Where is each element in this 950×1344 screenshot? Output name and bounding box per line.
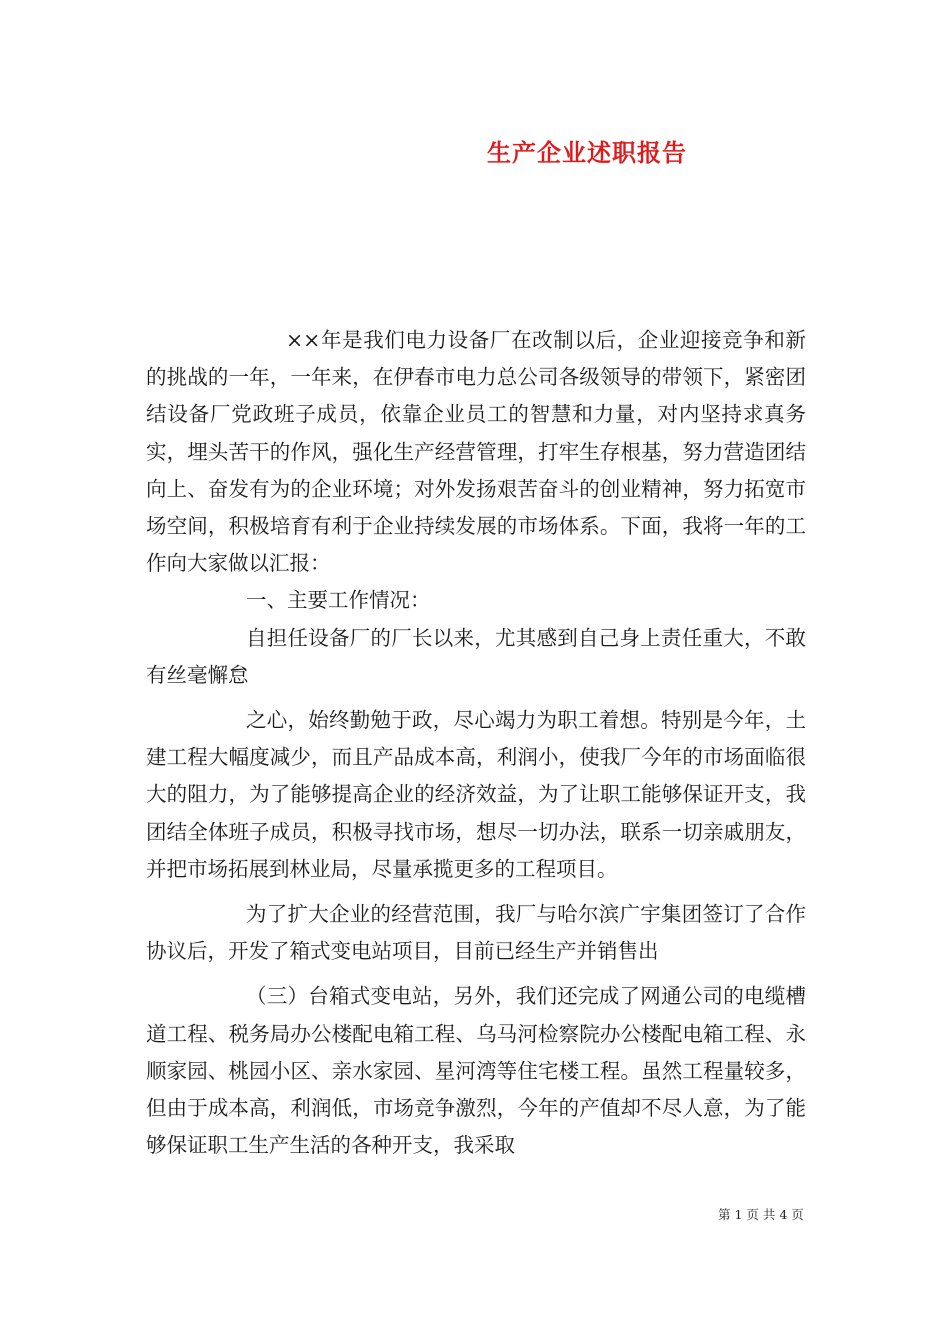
paragraph-diligence: 之心，始终勤勉于政，尽心竭力为职工着想。特别是今年，土建工程大幅度减少，而且产品成本高，利润小，使我厂今年的市场面临很大的阻力，为了能够提高企业的经济效益，为了让职工能够保证开支，我团结全体班子成员，积极寻找市场，想尽一切办法，联系一切亲戚朋友，并把市场拓展到林业局，尽量承揽更多的工程项目。 (146, 708, 806, 881)
document-body (146, 322, 806, 1164)
section-heading-main-work: 一、主要工作情况： (246, 588, 431, 613)
document-title: 生产企业述职报告 (487, 138, 687, 167)
paragraph-responsibility: 自担任设备厂的厂长以来，尤其感到自己身上责任重大，不敢有丝毫懈怠 (146, 625, 806, 687)
page-number-footer: 第 1 页 共 4 页 (718, 1207, 804, 1222)
paragraph-intro: ××年是我们电力设备厂在改制以后，企业迎接竞争和新的挑战的一年，一年来，在伊春市电力总公司各级领导的带领下，紧密团结设备厂党政班子成员，依靠企业员工的智慧和力量，对内坚持求真务实，埋头苦干的作风，强化生产经营管理，打牢生存根基，努力营造团结向上、奋发有为的企业环境；对外发扬艰苦奋斗的创业精神，努力拓宽市场空间，积极培育有利于企业持续发展的市场体系。下面，我将一年的工作向大家做以汇报： (146, 328, 806, 576)
paragraph-projects: （三）台箱式变电站，另外，我们还完成了网通公司的电缆槽道工程、税务局办公楼配电箱工程、乌马河检察院办公楼配电箱工程、永顺家园、桃园小区、亲水家园、星河湾等住宅楼工程。虽然工程量较多，但由于成本高，利润低，市场竞争激烈，今年的产值却不尽人意，为了能够保证职工生产生活的各种开支，我采取 (146, 984, 806, 1158)
paragraph-expansion: 为了扩大企业的经营范围，我厂与哈尔滨广宇集团签订了合作协议后，开发了箱式变电站项目，目前已经生产并销售出 (146, 902, 806, 964)
